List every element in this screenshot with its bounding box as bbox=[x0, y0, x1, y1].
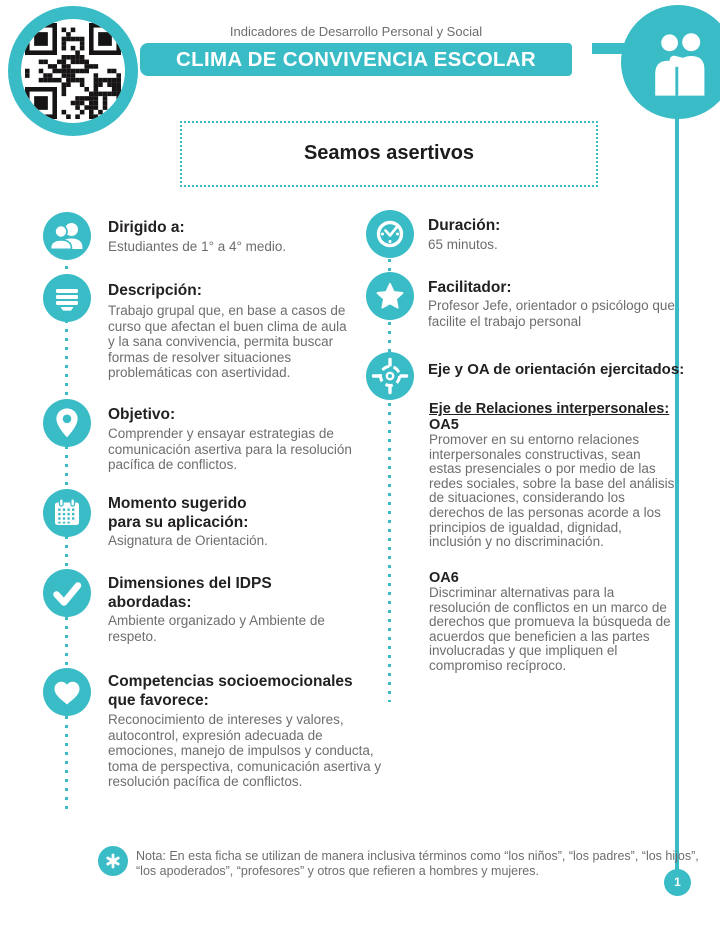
heading-momento: Momento sugerido para su aplicación: bbox=[108, 495, 249, 531]
body-descripcion: Trabajo grupal que, en base a casos de curso que afectan el buen clima de aula y la sana convivencia, permita buscar formas de resolver situaciones problemáticas con asertividad. bbox=[108, 303, 347, 380]
kicker-text: Indicadores de Desarrollo Personal y Social bbox=[229, 24, 483, 39]
calendar-icon bbox=[43, 489, 91, 537]
body-objetivo: Comprender y ensayar estrategias de comunicación asertiva para la resolución pacífica de conflictos. bbox=[108, 426, 352, 472]
banner-title: CLIMA DE CONVIVENCIA ESCOLAR bbox=[176, 48, 536, 71]
text-lines-icon bbox=[43, 274, 91, 322]
heading-descripcion: Descripción: bbox=[108, 282, 202, 299]
heading-duracion: Duración: bbox=[428, 217, 501, 234]
eje-subheading: Eje de Relaciones interpersonales: bbox=[429, 401, 670, 417]
heading-facilitador: Facilitador: bbox=[428, 279, 512, 296]
asterisk-icon bbox=[103, 851, 123, 871]
section-objetivo bbox=[43, 399, 91, 447]
body-duracion: 65 minutos. bbox=[428, 237, 498, 252]
body-competencias: Reconocimiento de intereses y valores, autocontrol, expresión adecuada de emociones, manejo de impulsos y conducta, toma de perspectiva, comunicación asertiva y resolución pacífica de conflictos. bbox=[108, 712, 382, 789]
note-badge bbox=[98, 846, 128, 876]
page-number-badge bbox=[664, 869, 691, 896]
heart-icon bbox=[43, 668, 91, 716]
section-dirigido bbox=[43, 212, 91, 260]
section-eje-oa bbox=[366, 352, 414, 400]
checkmark-icon bbox=[43, 569, 91, 617]
people-busts-icon bbox=[43, 212, 91, 260]
section-facilitador bbox=[366, 272, 414, 320]
clock-icon bbox=[366, 210, 414, 258]
oa5-text: Promover en su entorno relaciones interpersonales constructivas, sean estas presenciales o por medio de las redes sociales, sobre la base del análisis de situaciones, considerando los derechos de las personas acorde a los principios de igualdad, dignidad, inclusión y no discriminación. bbox=[429, 432, 675, 550]
star-icon bbox=[366, 272, 414, 320]
two-friends-icon bbox=[642, 26, 714, 98]
oa5-code: OA5 bbox=[429, 417, 459, 433]
section-momento bbox=[43, 489, 91, 537]
heading-objetivo: Objetivo: bbox=[108, 406, 176, 423]
body-facilitador: Profesor Jefe, orientador o psicólogo que facilite el trabajo personal bbox=[428, 298, 675, 329]
qr-code-icon bbox=[21, 19, 125, 123]
header-banner bbox=[140, 43, 572, 76]
body-dirigido: Estudiantes de 1° a 4° medio. bbox=[108, 239, 287, 254]
heading-dirigido: Dirigido a: bbox=[108, 219, 185, 236]
page-number: 1 bbox=[674, 875, 681, 889]
body-dimensiones: Ambiente organizado y Ambiente de respeto. bbox=[108, 613, 325, 644]
body-momento: Asignatura de Orientación. bbox=[108, 533, 268, 548]
qr-badge bbox=[8, 6, 138, 136]
heading-dimensiones: Dimensiones del IDPS abordadas: bbox=[108, 575, 272, 611]
oa6-code: OA6 bbox=[429, 570, 459, 586]
section-competencias bbox=[43, 668, 91, 716]
heading-eje-oa: Eje y OA de orientación ejercitados: bbox=[428, 361, 685, 378]
oa6-text: Discriminar alternativas para la resolución de conflictos en un marco de derechos que promueva la búsqueda de acuerdos que beneficien a las partes involucradas y que impliquen el compromiso recíproco. bbox=[429, 585, 671, 673]
header-people-circle bbox=[621, 5, 720, 119]
section-duracion bbox=[366, 210, 414, 258]
sheet-title: Seamos asertivos bbox=[303, 142, 475, 164]
heading-competencias: Competencias socioemocionales que favorece: bbox=[108, 673, 353, 709]
title-box bbox=[180, 121, 598, 187]
target-icon bbox=[366, 352, 414, 400]
section-dimensiones bbox=[43, 569, 91, 617]
location-pin-icon bbox=[43, 399, 91, 447]
section-descripcion bbox=[43, 274, 91, 322]
footer-note: Nota: En esta ficha se utilizan de manera inclusiva términos como “los niños”, “los padres”, “los hijos”, “los apoderados”, “profesores” y otros que refieren a hombres y mujeres. bbox=[136, 849, 699, 878]
